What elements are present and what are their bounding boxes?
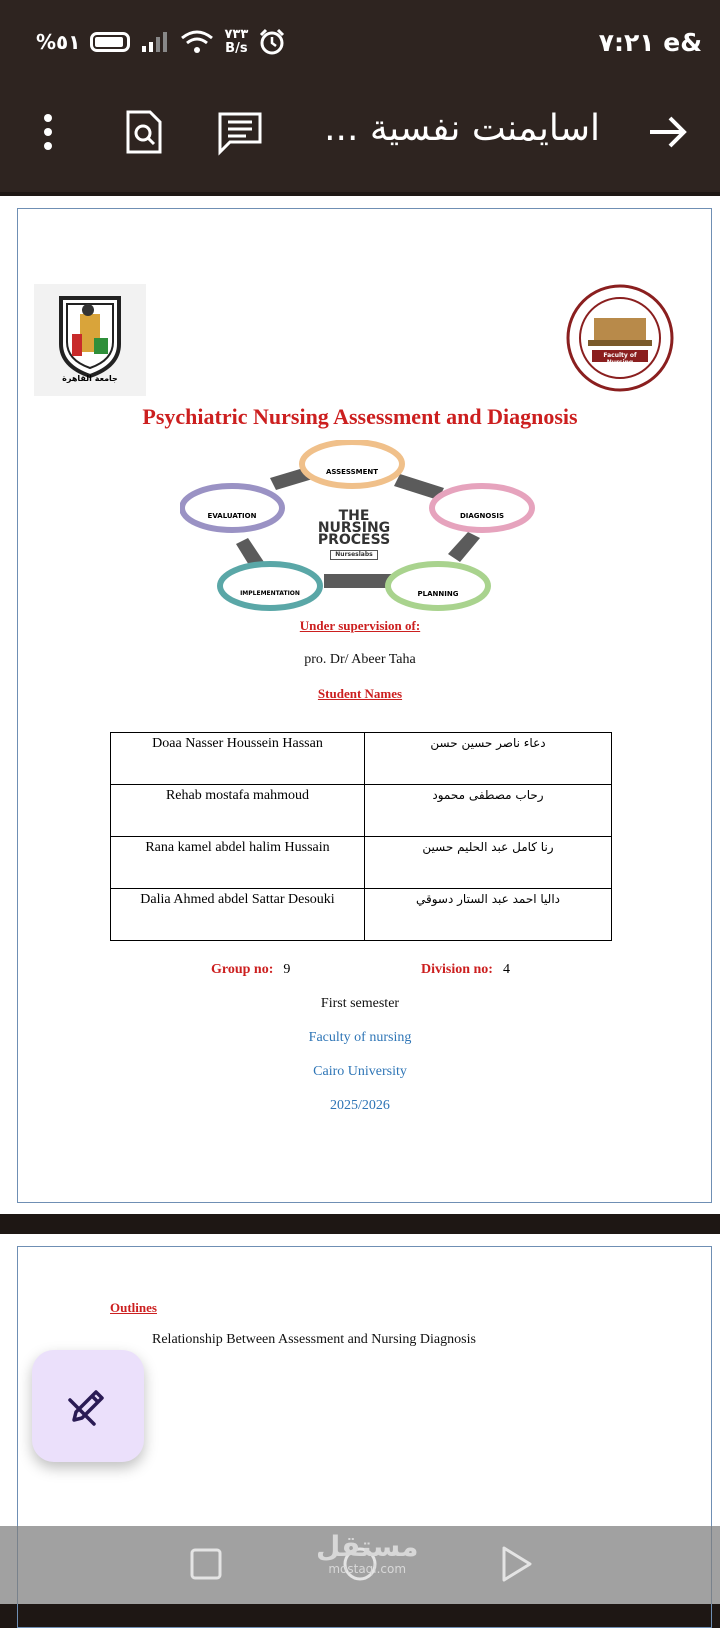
mostaql-watermark: مستقل mostaql.com bbox=[316, 1530, 419, 1576]
student-name-en: Rana kamel abdel halim Hussain bbox=[111, 837, 365, 889]
find-in-document-icon[interactable] bbox=[120, 108, 168, 156]
assessment-node bbox=[302, 442, 402, 486]
alarm-icon bbox=[258, 28, 286, 56]
logo-text: Faculty of Nursing bbox=[603, 352, 637, 366]
nurseslabs-badge: Nurseslabs bbox=[330, 550, 377, 560]
status-icons bbox=[36, 28, 286, 56]
semester: First semester bbox=[320, 996, 400, 1011]
step-assessment: ASSESSMENT bbox=[325, 468, 379, 476]
student-name-ar: رحاب مصطفى محمود bbox=[365, 785, 612, 837]
cairo-university-logo bbox=[34, 284, 146, 396]
status-bar bbox=[0, 0, 720, 88]
step-diagnosis: DIAGNOSIS bbox=[459, 512, 505, 520]
wifi-icon bbox=[180, 29, 214, 55]
supervision-label: Under supervision of: bbox=[299, 618, 421, 633]
student-name-en: Dalia Ahmed abdel Sattar Desouki bbox=[111, 889, 365, 941]
system-navigation-bar bbox=[0, 1526, 720, 1604]
table-row bbox=[111, 889, 612, 941]
signal-icon bbox=[140, 30, 170, 54]
battery-percent: %٥١ bbox=[36, 30, 81, 54]
diagram-center-title: THE NURSING PROCESS Nurseslabs bbox=[317, 508, 391, 558]
outlines-heading: Outlines bbox=[110, 1300, 157, 1315]
student-name-ar: دعاء ناصر حسين حسن bbox=[365, 733, 612, 785]
document-title: اسايمنت نفسية ... bbox=[324, 108, 600, 149]
more-options-icon[interactable] bbox=[24, 108, 72, 156]
comment-icon[interactable] bbox=[216, 108, 264, 156]
division-label: Division no: bbox=[421, 962, 493, 977]
faculty-seal-icon bbox=[566, 284, 674, 392]
student-name-en: Doaa Nasser Houssein Hassan bbox=[111, 733, 365, 785]
table-row bbox=[111, 785, 612, 837]
document-title-heading: Psychiatric Nursing Assessment and Diagnosis bbox=[142, 404, 578, 429]
group-number bbox=[211, 962, 290, 978]
outline-item: Relationship Between Assessment and Nursing Diagnosis bbox=[152, 1332, 476, 1347]
student-name-ar: داليا احمد عبد الستار دسوقي bbox=[365, 889, 612, 941]
evaluation-node bbox=[182, 486, 282, 530]
group-value: 9 bbox=[283, 962, 291, 977]
step-planning: PLANNING bbox=[417, 590, 459, 598]
recent-apps-icon[interactable] bbox=[184, 1542, 228, 1586]
planning-node bbox=[388, 564, 488, 608]
step-implementation: IMPLEMENTATION bbox=[240, 590, 300, 597]
table-row bbox=[111, 837, 612, 889]
app-toolbar bbox=[0, 88, 720, 192]
back-triangle-icon[interactable] bbox=[494, 1542, 538, 1586]
student-names-table bbox=[110, 732, 612, 941]
nursing-process-diagram bbox=[180, 440, 544, 622]
student-names-label: Student Names bbox=[317, 686, 403, 701]
battery-icon bbox=[90, 32, 130, 52]
implementation-node bbox=[220, 564, 320, 608]
network-speed: ٧٣٣ B/s bbox=[224, 27, 249, 56]
student-name-ar: رنا كامل عبد الحليم حسين bbox=[365, 837, 612, 889]
table-row bbox=[111, 733, 612, 785]
document-page-1 bbox=[0, 196, 720, 1214]
clock: ٧:٢١ e& bbox=[598, 28, 702, 57]
student-name-en: Rehab mostafa mahmoud bbox=[111, 785, 365, 837]
back-arrow-icon[interactable] bbox=[644, 108, 692, 156]
group-label: Group no: bbox=[211, 962, 274, 977]
logo-caption: جامعة القاهرة bbox=[62, 374, 118, 383]
edit-pencil-icon bbox=[64, 1382, 112, 1430]
university-name: Cairo University bbox=[313, 1064, 407, 1079]
faculty-name: Faculty of nursing bbox=[308, 1030, 412, 1045]
division-value: 4 bbox=[502, 962, 510, 977]
diagnosis-node bbox=[432, 486, 532, 530]
division-number bbox=[421, 962, 510, 978]
academic-year: 2025/2026 bbox=[330, 1098, 390, 1113]
step-evaluation: EVALUATION bbox=[207, 512, 257, 520]
faculty-of-nursing-logo bbox=[566, 284, 674, 392]
supervisor-name: pro. Dr/ Abeer Taha bbox=[304, 652, 416, 667]
edit-document-button[interactable] bbox=[32, 1350, 144, 1462]
